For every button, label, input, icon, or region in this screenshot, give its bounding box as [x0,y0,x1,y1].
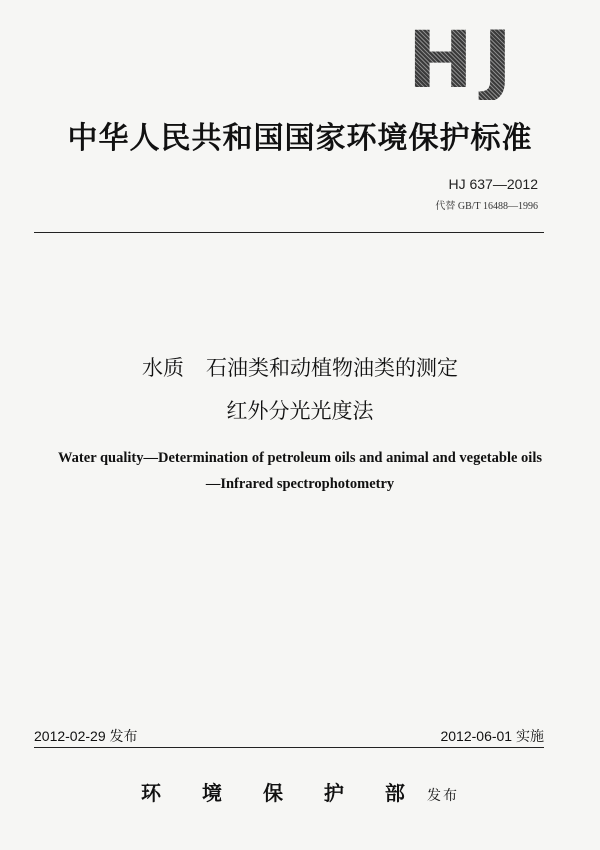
issuing-authority-title: 中华人民共和国国家环境保护标准 [67,121,533,156]
chinese-title-line-2: 红外分光光度法 [226,399,374,423]
implementation-date: 2012-06-01 实施 [440,728,544,744]
title-subject: 水质 [142,356,184,380]
chinese-title-line-1 [0,352,600,382]
top-divider [34,232,544,233]
issue-date: 2012-02-29 发布 [34,728,138,744]
publisher-suffix: 发布 [426,788,459,804]
replaces-note: 代替 GB/T 16488—1996 [435,201,538,212]
hj-logo: HJ [407,16,522,106]
publisher-line [0,777,600,806]
bottom-divider [34,747,544,748]
publisher-name: 环 境 保 护 部 [141,781,422,805]
english-title-line-1: Water quality—Determination of petroleum oils and animal and vegetable oils [57,450,542,466]
english-title-line-2: —Infrared spectrophotometry [205,476,395,492]
title-topic: 石油类和动植物油类的测定 [206,356,458,380]
standard-number: HJ 637—2012 [448,176,538,192]
